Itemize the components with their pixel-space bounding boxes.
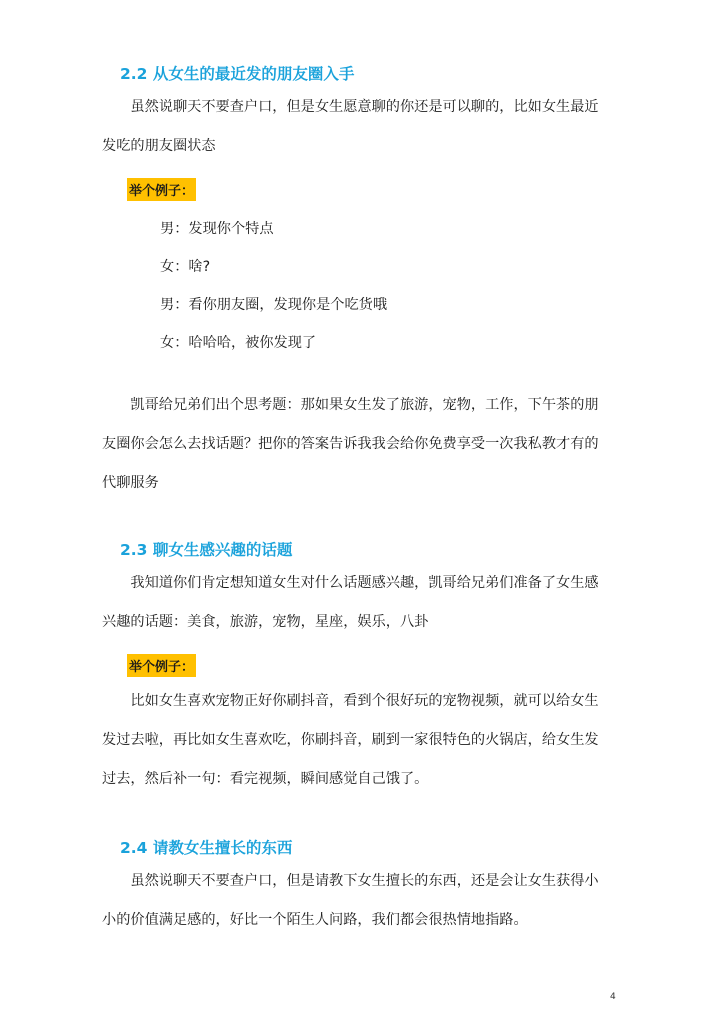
- text-line: 过去，然后补一句：看完视频，瞬间感觉自己饿了。: [102, 771, 429, 787]
- text-line: 虽然说聊天不要查户口，但是女生愿意聊的你还是可以聊的，比如女生最近: [102, 99, 599, 115]
- dialogue-line: 女：哈哈哈，被你发现了: [160, 335, 317, 351]
- text-line: 发吃的朋友圈状态: [102, 138, 216, 154]
- page-number: 4: [610, 992, 616, 1002]
- section-heading-2-4: 2.4 请教女生擅长的东西: [120, 839, 293, 857]
- text-line: 凯哥给兄弟们出个思考题：那如果女生发了旅游，宠物，工作，下午茶的朋: [102, 397, 599, 413]
- example-label: 举个例子：: [127, 178, 196, 201]
- text-line: 比如女生喜欢宠物正好你刷抖音，看到个很好玩的宠物视频，就可以给女生: [102, 693, 599, 709]
- text-line: 友圈你会怎么去找话题？把你的答案告诉我我会给你免费享受一次我私教才有的: [102, 436, 599, 452]
- section-heading-2-3: 2.3 聊女生感兴趣的话题: [120, 541, 293, 559]
- text-line: 虽然说聊天不要查户口，但是请教下女生擅长的东西，还是会让女生获得小: [102, 873, 599, 889]
- paragraph: [102, 862, 614, 940]
- dialogue-line: 男：发现你个特点: [160, 221, 274, 237]
- paragraph: [102, 386, 614, 503]
- text-line: 小的价值满足感的，好比一个陌生人问路，我们都会很热情地指路。: [102, 912, 528, 928]
- dialogue-line: 男：看你朋友圈，发现你是个吃货哦: [160, 297, 388, 313]
- paragraph: [102, 564, 614, 642]
- section-heading-2-2: 2.2 从女生的最近发的朋友圈入手: [120, 65, 355, 83]
- dialogue-line: 女：啥?: [160, 259, 211, 275]
- text-line: 发过去啦，再比如女生喜欢吃，你刷抖音，刷到一家很特色的火锅店，给女生发: [102, 732, 599, 748]
- text-line: 兴趣的话题：美食，旅游，宠物，星座，娱乐，八卦: [102, 614, 429, 630]
- example-label: 举个例子：: [127, 654, 196, 677]
- paragraph: [102, 682, 614, 799]
- text-line: 我知道你们肯定想知道女生对什么话题感兴趣，凯哥给兄弟们准备了女生感: [102, 575, 599, 591]
- text-line: 代聊服务: [102, 475, 159, 491]
- paragraph: [102, 88, 614, 166]
